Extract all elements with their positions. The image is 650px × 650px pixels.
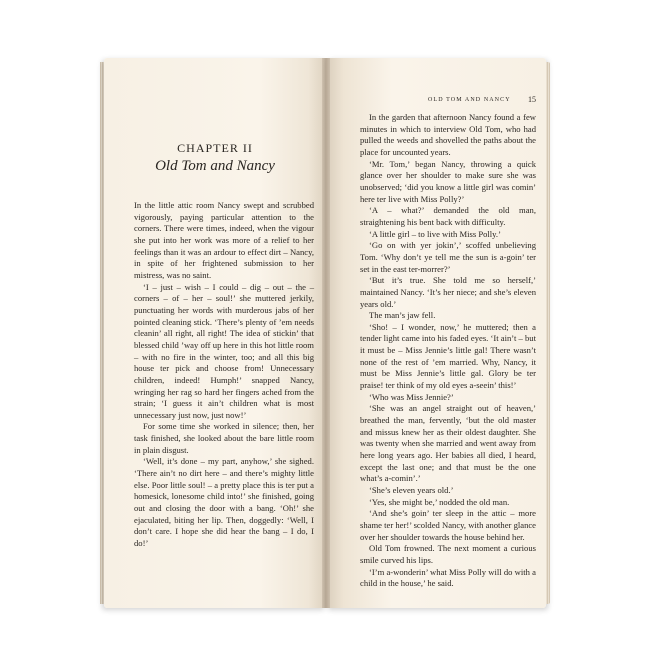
right-page-body	[360, 112, 536, 590]
paragraph: The man’s jaw fell.	[369, 310, 436, 321]
paragraph: ‘A – what?’ demanded the old man, straightening his bent back with difficulty.	[360, 205, 536, 227]
chapter-title: Old Tom and Nancy	[155, 158, 275, 174]
paragraph: In the little attic room Nancy swept and scrubbed vigorously, paying particular attention to the corners. There were times, indeed, when the vigour she put into her work was more of a relief to her feelings than it was an ardour to effect dirt – Nancy, in spite of her frightened submission to her mistress, was no saint.	[134, 200, 314, 280]
paragraph: ‘Well, it’s done – my part, anyhow,’ she sighed. ‘There ain’t no dirt here – and there’s mighty little else. Poor little soul! – a pretty place this is ter put a homesick, lonesome child into!’ she finished, going out and closing the door with a bang. ‘Oh!’ she ejaculated, biting her lip. Then, doggedly: ‘Well, I don’t care. I hope she did hear the bang – I do, I do!’	[134, 456, 314, 549]
right-page-edges	[546, 62, 550, 604]
paragraph: ‘Who was Miss Jennie?’	[369, 391, 454, 402]
chapter-number: CHAPTER II	[177, 141, 253, 155]
left-page-body	[134, 200, 314, 550]
paragraph: ‘Yes, she might be,’ nodded the old man.	[369, 496, 510, 507]
paragraph: ‘She was an angel straight out of heaven,’ breathed the man, fervently, ‘but the old master and missus knew her as their oldest daughter. She was twenty when she married and went away from here long years ago. Her babies all died, I heard, except the last one; and that must be the one what’s a-comin’.’	[360, 403, 536, 484]
paragraph: For some time she worked in silence; then, her task finished, she looked about the bare little room in plain disgust.	[134, 421, 314, 455]
paragraph: Old Tom frowned. The next moment a curious smile curved his lips.	[360, 543, 536, 565]
paragraph: ‘Go on with yer jokin’,’ scoffed unbelieving Tom. ‘Why don’t ye tell me the sun is a-goin’ ter set in the east ter-morrer?’	[360, 240, 536, 274]
paragraph: ‘I’m a-wonderin’ what Miss Polly will do with a child in the house,’ he said.	[360, 566, 536, 589]
page-number: 15	[528, 95, 536, 104]
paragraph: ‘A little girl – to live with Miss Polly.’	[369, 228, 501, 239]
paragraph: ‘She’s eleven years old.’	[369, 485, 454, 495]
paragraph: In the garden that afternoon Nancy found a few minutes in which to interview Old Tom, who had pulled the weeds and shovelled the paths about the place for uncounted years.	[360, 112, 536, 157]
paragraph: ‘Sho! – I wonder, now,’ he muttered; then a tender light came into his faded eyes. ‘It ain’t – but it must be – Miss Jennie’s little gal! There wasn’t none of the rest of ’em married. Why, Nancy, it must be Miss Jennie’s little gal. Glory be ter praise! ter think of my old eyes a-seein’ this!’	[360, 321, 536, 391]
paragraph: ‘I – just – wish – I could – dig – out – the – corners – of – her – soul!’ she muttered jerkily, punctuating her words with murderous jabs of her pointed cleaning stick. ‘There’s plenty of ’em needs cleanin’ all right, all right! The idea of stickin’ that blessed child ’way off up here in this hot little room – with no fire in the winter, too; and all this big house ter pick and choose from! Unnecessary children, indeed! Humph!’ snapped Nancy, wringing her rag so hard her fingers ached from the strain; ‘I guess it ain’t children what is most unnecessary just now, just now!’	[134, 281, 314, 420]
paragraph: ‘Mr. Tom,’ began Nancy, throwing a quick glance over her shoulder to make sure she was unobserved; ‘did you know a little girl was comin’ here ter live with Miss Polly?’	[360, 158, 536, 204]
running-head: OLD TOM AND NANCY	[428, 97, 511, 103]
paragraph: ‘And she’s goin’ ter sleep in the attic – more shame ter her!’ scolded Nancy, with another glance over her shoulder towards the house behind her.	[360, 508, 536, 542]
paragraph: ‘But it’s true. She told me so herself,’ maintained Nancy. ‘It’s her niece; and she’s eleven years old.’	[360, 275, 536, 309]
